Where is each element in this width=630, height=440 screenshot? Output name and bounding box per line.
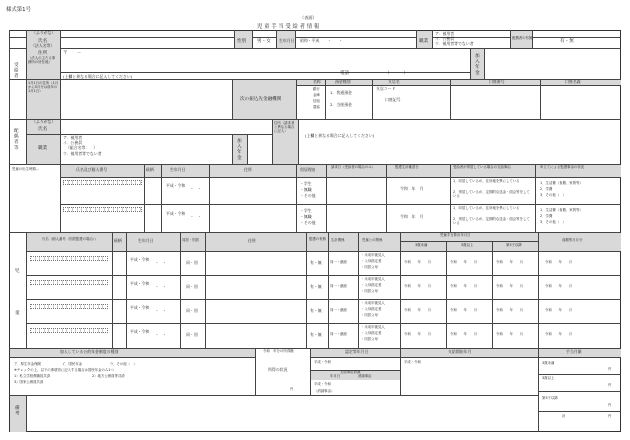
c2-r3-cohab[interactable]: 同・別: [186, 308, 198, 313]
spouse-name-label: 氏名: [38, 127, 48, 132]
pension-sub-3[interactable]: 3）国家公務員共済: [14, 380, 44, 384]
children2-col-rel: 続柄: [114, 238, 122, 243]
recipient-name-label: 氏名: [38, 39, 48, 44]
c2-r1-rel-a[interactable]: ・未成年後見人: [361, 253, 385, 257]
c1-row2-birth[interactable]: 平成・令和: [166, 211, 186, 216]
children1-col-status: 申立てによる監護事由の状況: [540, 165, 585, 169]
pay-yen-3: 円: [608, 403, 612, 407]
pension-opt-a[interactable]: ア．厚生年金保険: [14, 362, 41, 366]
children1-col-reason: 別居理由: [300, 167, 316, 172]
c1-row1-status-1[interactable]: 1．同居しているが、住所地を異にしている: [453, 179, 520, 183]
gender-options[interactable]: 男・女: [257, 39, 271, 44]
spouse-job-d[interactable]: ウ．被用者等でない者: [63, 151, 102, 156]
bank-type-4[interactable]: 農協: [313, 105, 320, 109]
pension-stop-label: 支給事由消滅: [340, 370, 361, 374]
c2-r3-care[interactable]: 有・無: [310, 308, 322, 313]
pay-label: 手当月額: [566, 349, 582, 354]
account-symbol: 口座記号: [385, 97, 401, 102]
c2-r3-life[interactable]: 同一・継続: [330, 308, 347, 312]
c2-r4-d2[interactable]: 令和 年 月: [450, 332, 478, 336]
recipient-name-sub: （法人名等）: [31, 43, 55, 48]
account-type-1[interactable]: 1．普通預金: [330, 90, 352, 95]
children1-col-name: 氏名及び個人番号: [76, 167, 108, 172]
c2-r4-rel-a[interactable]: ・未成年後見人: [361, 325, 385, 329]
address-label: 住所: [38, 51, 48, 56]
children1-col-rel: 続柄: [146, 167, 154, 172]
c2-r2-rel-b[interactable]: ・父母指定者: [361, 283, 382, 287]
birth-label: 生年月日: [279, 38, 295, 43]
c2-r1-rel-c[interactable]: ・同居父母: [361, 265, 378, 269]
c2-r1-d3[interactable]: 令和 年 月: [496, 260, 524, 264]
phone-label: 電話: [340, 71, 350, 76]
spouse-job-a[interactable]: ア．被用者: [63, 135, 83, 140]
children2-col-prev: 前額等月月分: [562, 238, 583, 242]
side-note: （表面）: [300, 15, 317, 20]
c2-r1-cohab[interactable]: 同・別: [186, 260, 198, 265]
c2-r2-life[interactable]: 同一・継続: [330, 284, 347, 288]
c2-r4-d4[interactable]: 令和 年 月: [545, 332, 573, 336]
recipient-name-input[interactable]: [62, 39, 232, 47]
c2-r2-cohab[interactable]: 同・別: [186, 284, 198, 289]
pension-effective: 令和 年分の所得額: [263, 349, 294, 353]
pension-birth-hint-2[interactable]: 平成・令和: [404, 360, 421, 364]
c2-r2-d4[interactable]: 令和 年 月: [545, 284, 573, 288]
c2-r1-d2[interactable]: 令和 年 月: [450, 260, 478, 264]
children2-col-calc: 児童手当算出年月日: [440, 233, 471, 237]
c2-r4-d3[interactable]: 令和 年 月: [496, 332, 524, 336]
c2-r4-birth[interactable]: 平成・令和: [130, 329, 150, 334]
c1-row2-reason-a[interactable]: ・学生: [300, 208, 312, 213]
c1-row2-dots[interactable]: ・ ・: [190, 214, 202, 219]
c2-r4-rel-b[interactable]: ・父母指定者: [361, 331, 382, 335]
c1-row1-reason-b[interactable]: ・無職: [300, 187, 312, 192]
children2-col-relation: 児童との関係: [362, 238, 383, 242]
pension-check-label: 所得の状況: [268, 367, 288, 372]
c1-row1-note-3[interactable]: 3．その他（ ）: [540, 193, 566, 197]
remarks-label: 備考: [14, 405, 20, 417]
c2-r2-rel-c[interactable]: ・同居父母: [361, 289, 378, 293]
c1-row1-birth[interactable]: 平成・令和: [166, 183, 186, 188]
spouse-enroll-label: 加入年金: [236, 138, 242, 161]
bank-col-holder: 口座名義: [565, 79, 581, 84]
c2-r1-birth[interactable]: 平成・令和: [130, 257, 150, 262]
pension-amount-label: 支給開始年月: [448, 349, 472, 354]
c2-r4-dots[interactable]: ・ ・: [155, 332, 167, 337]
bank-type-2[interactable]: 金庫: [313, 93, 320, 97]
c1-row2-note-2[interactable]: 2．学費: [540, 214, 553, 218]
c1-row1-date[interactable]: 令和 年 月: [400, 186, 424, 191]
pension-yen-left: 円: [290, 387, 294, 391]
c2-r2-dots[interactable]: ・ ・: [155, 284, 167, 289]
bank-label: 次の振込先金融機関: [240, 97, 282, 102]
c2-r3-d4[interactable]: 令和 年 月: [545, 308, 573, 312]
children2-label-b: 童: [14, 310, 20, 316]
children1-col-confirm: 監護生計確認日: [395, 165, 419, 169]
spouse-presence-value[interactable]: 有・無: [560, 39, 574, 44]
c1-row2-reason-b[interactable]: ・無職: [300, 214, 312, 219]
birth-value[interactable]: 昭和・平成 ・ ・: [300, 38, 343, 43]
children2-sub-under3: 3歳未満: [415, 243, 428, 247]
pension-sub-2[interactable]: 2）地方公務員等共済: [92, 374, 125, 378]
children1-col-birth: 生年月日: [170, 167, 186, 172]
c2-r4-cohab[interactable]: 同・別: [186, 332, 198, 337]
c2-r1-dots[interactable]: ・ ・: [155, 260, 167, 265]
c2-r3-birth[interactable]: 平成・令和: [130, 305, 150, 310]
children2-col-cohab: 同居・別居: [182, 238, 199, 242]
pay-yen-1: 円: [608, 367, 612, 371]
pension-label: 加入している公的年金制度の種別: [60, 349, 119, 354]
c2-r2-care[interactable]: 有・無: [310, 284, 322, 289]
pay-row-1: 3歳未満: [542, 361, 555, 365]
address-sub: （法人の主たる事務所の所在地）: [28, 56, 56, 64]
address-note: (上欄と異なる場合に記入してください): [63, 74, 133, 79]
pension-birth-hint-1[interactable]: 平成・令和: [314, 360, 331, 364]
c2-r3-dots[interactable]: ・ ・: [155, 308, 167, 313]
c2-r2-rel-a[interactable]: ・未成年後見人: [361, 277, 385, 281]
pension-note: ※チェックの上、以下の事項別に記入する場合は国民年金のみ1つ: [14, 368, 114, 372]
c2-r2-d1[interactable]: 令和 年 月: [404, 284, 432, 288]
c2-r2-birth[interactable]: 平成・令和: [130, 281, 150, 286]
job-label: 職業: [419, 39, 429, 44]
c1-row2-reason-c[interactable]: ・その他: [300, 220, 316, 225]
c2-r4-rel-c[interactable]: ・同居父母: [361, 337, 378, 341]
c1-row1-dots[interactable]: ・ ・: [190, 186, 202, 191]
pay-yen-2: 円: [608, 383, 612, 387]
recipient-section-label: 受給者: [13, 62, 19, 79]
spouse-section-label: 配偶者等: [13, 128, 19, 151]
pension-received-label: 認定等年月日: [345, 349, 369, 354]
pension-stop-sub-2: 消滅事由: [358, 374, 372, 378]
pension-disappear: （消滅事由）: [314, 389, 335, 393]
form-code: 様式第1号: [6, 7, 31, 13]
children2-col-name: 氏名（個人番号（別居監護の場合））: [42, 237, 98, 241]
spouse-job-label: 職業: [38, 146, 48, 151]
bank-col-branch: 支店名: [388, 79, 400, 84]
bank-col-account: 口座番号: [489, 79, 505, 84]
children2-sub-over3: 3歳以上: [461, 243, 474, 247]
c1-row1-note-2[interactable]: 2．学費: [540, 187, 553, 191]
c2-r2-d2[interactable]: 令和 年 月: [450, 284, 478, 288]
c2-r4-care[interactable]: 有・無: [310, 332, 322, 337]
spouse-job-c[interactable]: （組合名等： ）: [66, 145, 98, 150]
c2-r1-rel-b[interactable]: ・父母指定者: [361, 259, 382, 263]
gender-label: 性別: [237, 39, 247, 44]
children1-col-cause: 受給者が別居している場合の支給事由: [453, 165, 511, 169]
c2-r1-d1[interactable]: 令和 年 月: [404, 260, 432, 264]
spouse-address-label: 住所（請求者と異なる場合に記入）: [274, 121, 295, 133]
children2-col-birth: 生年月日: [138, 238, 154, 243]
spouse-presence-label: 配偶者の有無: [512, 36, 533, 40]
children2-sub-third: 第3子以降: [506, 243, 522, 247]
c2-r1-d4[interactable]: 令和 年 月: [545, 260, 573, 264]
pension-opt-c[interactable]: ウ．その他（ ）: [110, 362, 137, 366]
c2-r1-care[interactable]: 有・無: [310, 260, 322, 265]
c2-r2-d3[interactable]: 令和 年 月: [496, 284, 524, 288]
phone-value[interactable]: （ ）: [385, 71, 408, 76]
pension-opt-b[interactable]: イ．国民年金: [62, 362, 83, 366]
c2-r3-rel-b[interactable]: ・父母指定者: [361, 307, 382, 311]
bank-type-1[interactable]: 銀行: [313, 87, 320, 91]
spouse-address-note: (上欄と異なる場合に記入してください): [305, 133, 375, 138]
c1-row2-note-3[interactable]: 3．その他（ ）: [540, 220, 566, 224]
children2-col-care: 監護の有無: [309, 237, 326, 241]
c2-r3-d3[interactable]: 令和 年 月: [496, 308, 524, 312]
pension-stop-sub-1: 年月日: [330, 374, 341, 378]
c1-row2-status-1[interactable]: 1．同居しているが、住所地を異にしている: [453, 206, 520, 210]
pension-birth-hint-3[interactable]: 平成・令和: [314, 382, 331, 386]
c2-r3-rel-a[interactable]: ・未成年後見人: [361, 301, 385, 305]
c2-r3-d1[interactable]: 令和 年 月: [404, 308, 432, 312]
job-option-b[interactable]: イ．公務員: [435, 36, 455, 41]
postal-mark[interactable]: 〒 －: [63, 51, 82, 56]
pay-total-label: 計: [562, 414, 566, 418]
bank-type-3[interactable]: 信組: [313, 99, 320, 103]
c2-r3-d2[interactable]: 令和 年 月: [450, 308, 478, 312]
prev-address-label: 1月1日の住所（1月から5月分は前年の1月1日）: [28, 81, 59, 93]
spouse-job-b[interactable]: イ．公務員: [63, 140, 83, 145]
c2-r1-life[interactable]: 同一・継続: [330, 260, 347, 264]
children2-col-life: 生計関係: [331, 238, 345, 242]
children1-col-req: 請求日（受給者の場合のみ）: [331, 165, 376, 169]
c1-row2-note-1[interactable]: 1．生活費（食費、家賃等）: [540, 208, 583, 212]
enroll-pension-label: 加入年金: [474, 53, 480, 76]
c1-row1-status-2[interactable]: 2．別居しているが、定期的な送金・面会等をしている: [453, 190, 530, 198]
children2-col-address: 住所: [248, 238, 256, 243]
bank-col-type: 預金種別: [335, 79, 351, 84]
job-option-a[interactable]: ア．被用者: [435, 31, 455, 36]
remarks-input[interactable]: [28, 397, 534, 429]
spouse-furigana: （ふりがな）: [32, 119, 56, 124]
c1-row1-reason-a[interactable]: ・学生: [300, 181, 312, 186]
job-option-c[interactable]: ウ．被用者等でない者: [435, 41, 474, 46]
c2-r4-d1[interactable]: 令和 年 月: [404, 332, 432, 336]
c2-r3-rel-c[interactable]: ・同居父母: [361, 313, 378, 317]
children2-label-a: 児: [14, 268, 20, 274]
c1-row2-status-2[interactable]: 2．別居しているが、定期的な送金・面会等をしている: [453, 217, 530, 225]
bank-col-name: 名称: [313, 79, 321, 84]
c1-row1-note-1[interactable]: 1．生活費（食費、家賃等）: [540, 181, 583, 185]
account-type-2[interactable]: 2．当座預金: [330, 102, 352, 107]
recipient-furigana-label: （ふりがな）: [32, 30, 56, 35]
c1-row1-reason-c[interactable]: ・その他: [300, 193, 316, 198]
form-title: 児 童 手 当 受 給 者 情 報: [257, 24, 320, 30]
pay-total-yen: 円: [608, 414, 612, 418]
children1-side-label: 児童の出生時期…: [12, 167, 40, 171]
c1-row2-date[interactable]: 令和 年 月: [400, 214, 424, 219]
pay-row-2: 3歳以上: [542, 376, 555, 380]
branch-code: 支店コード: [376, 86, 396, 91]
children1-col-address: 住所: [244, 167, 252, 172]
c2-r4-life[interactable]: 同一・継続: [330, 332, 347, 336]
pay-row-3: 第3子以降: [542, 396, 558, 400]
pension-sub-1[interactable]: 1）私立学校教職員共済: [14, 374, 51, 378]
